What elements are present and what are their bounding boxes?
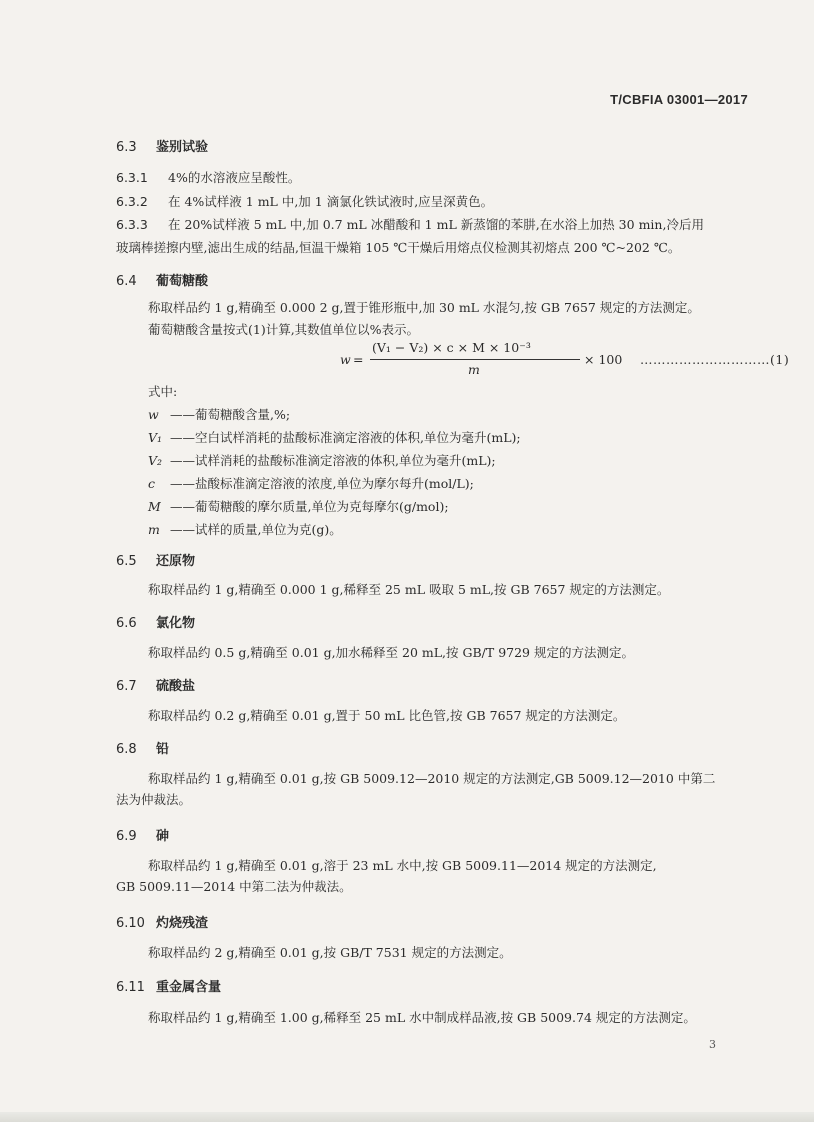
where-item: M ——葡萄糖酸的摩尔质量,单位为克每摩尔(g/mol); (148, 499, 449, 514)
section-6-3-heading (116, 136, 208, 155)
paragraph: 称取样品约 1 g,精确至 0.000 1 g,稀释至 25 mL 吸取 5 mL,按 GB 7657 规定的方法测定。 (148, 582, 670, 597)
section-6-10-heading: 6.10 灼烧残渣 (116, 916, 209, 931)
where-item: V₂ ——试样消耗的盐酸标准滴定溶液的体积,单位为毫升(mL); (148, 453, 496, 468)
section-title: 鉴别试验 (156, 140, 209, 155)
item-6-3-2: 6.3.2 在 4%试样液 1 mL 中,加 1 滴氯化铁试液时,应呈深黄色。 (116, 194, 494, 209)
formula-1: w = (V₁ − V₂) × c × M × 10⁻³ m × 100 …………………………(1) (340, 340, 790, 377)
scan-edge (0, 1112, 814, 1122)
paragraph: 称取样品约 1 g,精确至 0.01 g,按 GB 5009.12—2010 规定的方法测定,GB 5009.12—2010 中第二 (148, 771, 716, 786)
section-6-11-heading: 6.11 重金属含量 (116, 980, 222, 995)
item-6-3-3-continuation: 玻璃棒搓擦内壁,滤出生成的结晶,恒温干燥箱 105 ℃干燥后用熔点仪检测其初熔点 200 ℃~202 ℃。 (116, 240, 681, 255)
where-item: m ——试样的质量,单位为克(g)。 (148, 522, 342, 537)
equation-number: …………………………(1) (640, 352, 790, 367)
paragraph-continuation: GB 5009.11—2014 中第二法为仲裁法。 (116, 879, 352, 894)
section-6-8-heading: 6.8 铅 (116, 742, 170, 757)
formula-numerator: (V₁ − V₂) × c × M × 10⁻³ (372, 340, 531, 355)
paragraph: 称取样品约 1 g,精确至 0.01 g,溶于 23 mL 水中,按 GB 5009.11—2014 规定的方法测定, (148, 858, 657, 873)
paragraph: 称取样品约 1 g,精确至 0.000 2 g,置于锥形瓶中,加 30 mL 水混匀,按 GB 7657 规定的方法测定。 (148, 300, 700, 315)
section-6-7-heading: 6.7 硫酸盐 (116, 679, 196, 694)
where-item: V₁ ——空白试样消耗的盐酸标准滴定溶液的体积,单位为毫升(mL); (148, 430, 521, 445)
section-6-5-heading: 6.5 还原物 (116, 554, 196, 569)
fraction-bar (370, 359, 580, 360)
section-6-6-heading: 6.6 氯化物 (116, 616, 196, 631)
item-6-3-1: 6.3.1 4%的水溶液应呈酸性。 (116, 170, 301, 185)
where-label: 式中: (148, 384, 178, 399)
paragraph: 称取样品约 0.5 g,精确至 0.01 g,加水稀释至 20 mL,按 GB/T 9729 规定的方法测定。 (148, 645, 634, 660)
paragraph: 称取样品约 1 g,精确至 1.00 g,稀释至 25 mL 水中制成样品液,按 GB 5009.74 规定的方法测定。 (148, 1010, 696, 1025)
where-item: c ——盐酸标准滴定溶液的浓度,单位为摩尔每升(mol/L); (148, 476, 474, 491)
section-number: 6.3 (116, 140, 137, 155)
section-6-9-heading: 6.9 砷 (116, 829, 170, 844)
paragraph: 称取样品约 0.2 g,精确至 0.01 g,置于 50 mL 比色管,按 GB 7657 规定的方法测定。 (148, 708, 626, 723)
paragraph-continuation: 法为仲裁法。 (116, 792, 192, 807)
standard-header: T/CBFIA 03001—2017 (610, 92, 748, 107)
section-6-4-heading: 6.4 葡萄糖酸 (116, 274, 209, 289)
where-item: w ——葡萄糖酸含量,%; (148, 407, 291, 422)
paragraph: 葡萄糖酸含量按式(1)计算,其数值单位以%表示。 (148, 322, 420, 337)
paragraph: 称取样品约 2 g,精确至 0.01 g,按 GB/T 7531 规定的方法测定。 (148, 945, 512, 960)
formula-denominator: m (468, 362, 480, 377)
page-number: 3 (709, 1038, 716, 1051)
item-6-3-3: 6.3.3 在 20%试样液 5 mL 中,加 0.7 mL 冰醋酸和 1 mL 新蒸馏的苯肼,在水浴上加热 30 min,冷后用 (116, 217, 704, 232)
